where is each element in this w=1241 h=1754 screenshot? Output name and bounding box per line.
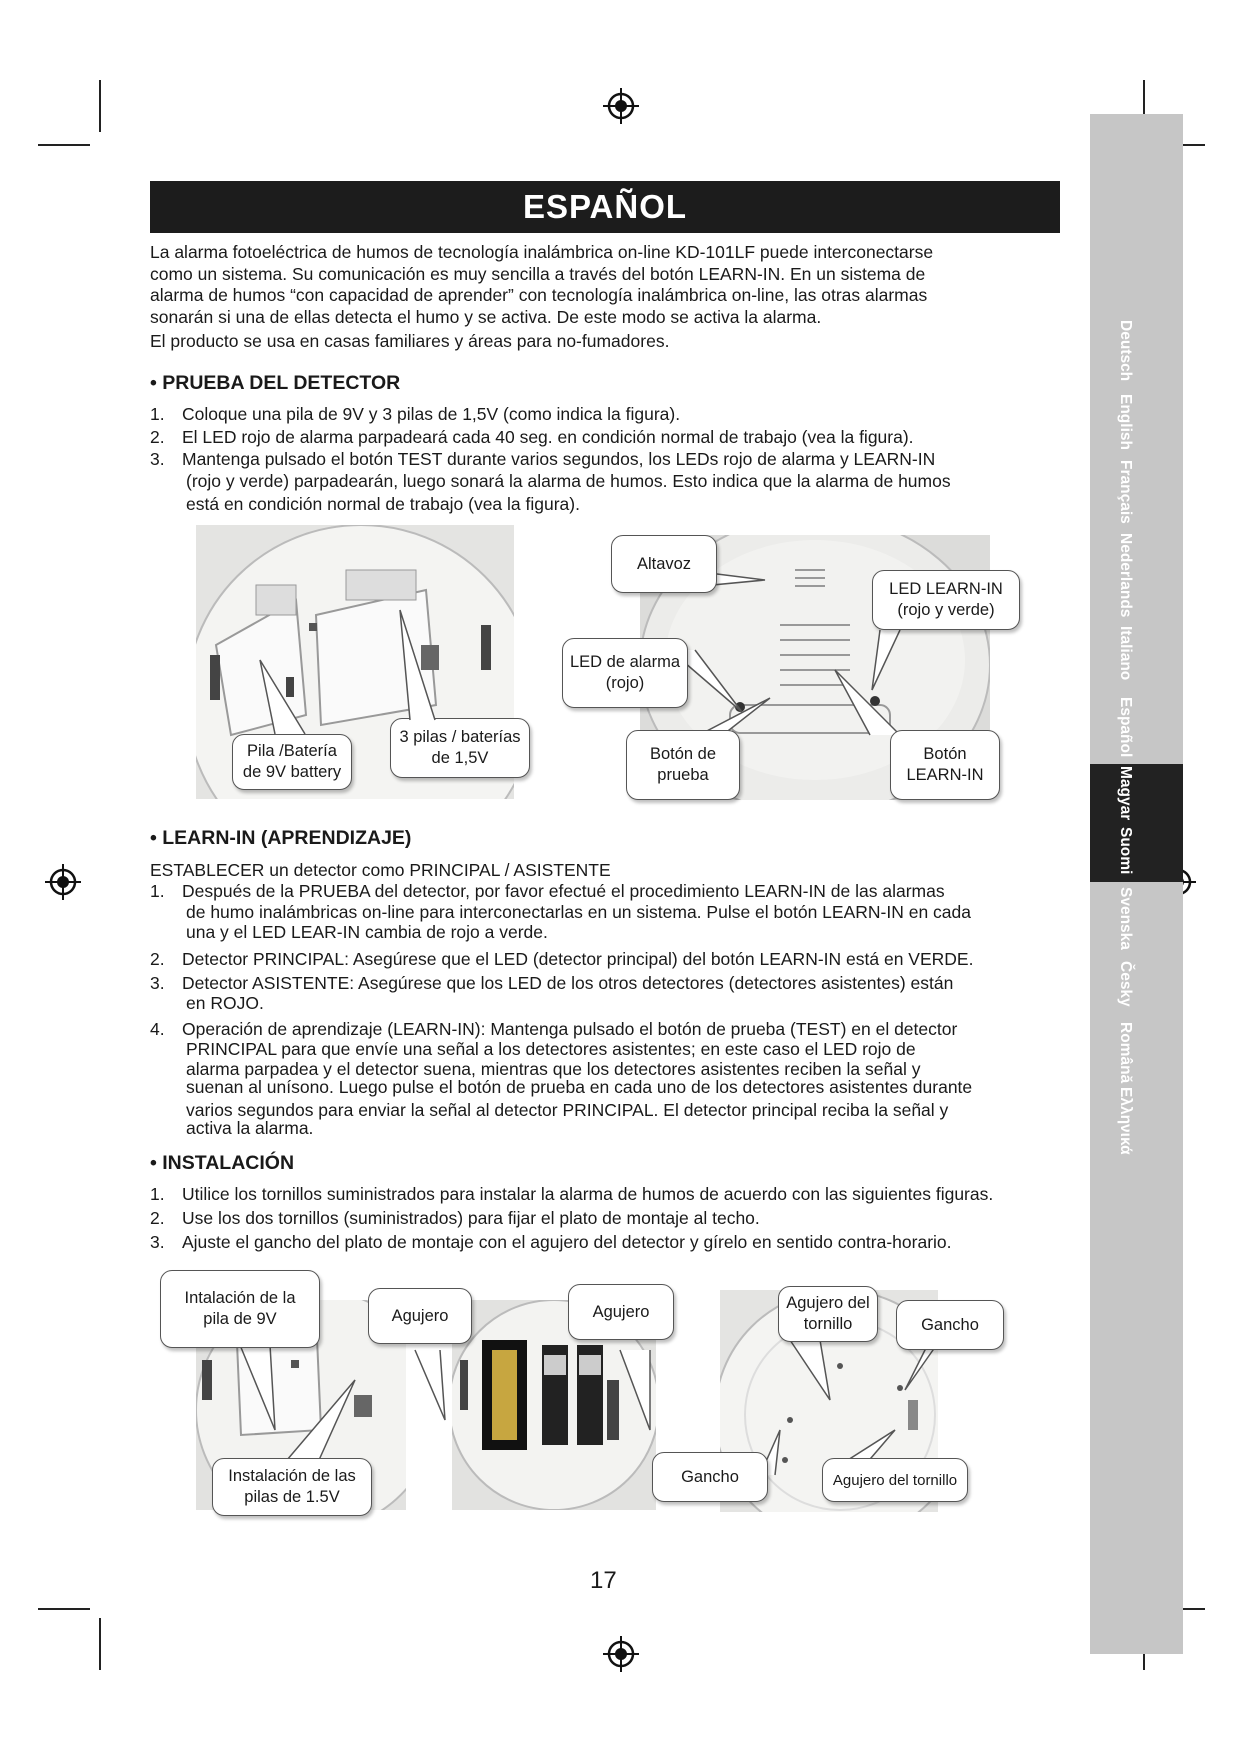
intro-line: La alarma fotoeléctrica de humos de tecnología inalámbrica on-line KD-101LF puede interconectarse (150, 242, 934, 262)
list-text: Detector ASISTENTE: Asegúrese que los LED de los otros detectores (detectores asistentes) están (182, 973, 954, 993)
registration-mark-icon (601, 1634, 641, 1674)
language-espanol[interactable]: Español (1117, 697, 1134, 758)
active-language-highlight (1090, 764, 1183, 882)
list-text: Detector PRINCIPAL: Asegúrese que el LED (detector principal) del botón LEARN-IN está en VERDE. (182, 949, 974, 969)
callout-install-9v: Intalación de la pila de 9V (160, 1270, 320, 1348)
intro-line: sonarán si una de ellas detecta el humo y se activa. De este modo se activa la alarma. (150, 307, 822, 327)
callout-learn-button: Botón LEARN-IN (890, 730, 1000, 800)
section-heading-learn: • LEARN-IN (APRENDIZAJE) (150, 827, 412, 849)
list-number: 2. (150, 949, 165, 969)
list-item-cont (186, 471, 951, 491)
list-item-cont: en ROJO. (186, 993, 264, 1013)
registration-mark-icon (43, 862, 83, 902)
callout-led-learn: LED LEARN-IN (rojo y verde) (872, 570, 1020, 630)
callout-hole-right: Agujero (568, 1284, 674, 1340)
list-number: 4. (150, 1019, 165, 1039)
language-greek[interactable]: Ελληνικά (1117, 1087, 1134, 1155)
page-number: 17 (590, 1567, 617, 1594)
callout-screw-hole-top: Agujero del tornillo (778, 1286, 878, 1342)
list-number: 3. (150, 973, 165, 993)
callout-test-button: Botón de prueba (626, 730, 740, 800)
list-text: Ajuste el gancho del plato de montaje con el agujero del detector y gírelo en sentido contra-horario. (182, 1232, 952, 1252)
section-heading-test: • PRUEBA DEL DETECTOR (150, 372, 401, 394)
language-italiano[interactable]: Italiano (1117, 626, 1134, 681)
section-heading-install: • INSTALACIÓN (150, 1152, 295, 1174)
language-cesky[interactable]: Česky (1117, 961, 1134, 1007)
list-text: Después de la PRUEBA del detector, por favor efectué el procedimiento LEARN-IN de las alarmas (182, 881, 945, 901)
intro-line: alarma de humos “con capacidad de aprender” con tecnología inalámbrica on-line, las otras alarmas (150, 285, 928, 305)
crop-mark (38, 144, 90, 146)
callout-led-alarm: LED de alarma (rojo) (562, 638, 688, 708)
language-deutsch[interactable]: Deutsch (1117, 320, 1134, 382)
callout-install-15v: Instalación de las pilas de 1.5V (212, 1458, 372, 1516)
list-item-cont: una y el LED LEAR-IN cambia de rojo a verde. (186, 922, 548, 942)
page-title: ESPAÑOL (150, 181, 1060, 233)
list-number: 3. (150, 1232, 165, 1252)
language-romana[interactable]: Română (1117, 1022, 1134, 1084)
list-number: 1. (150, 1184, 165, 1204)
callout-pointer (250, 600, 450, 740)
list-text: está en condición normal de trabajo (vea la figura). (186, 494, 580, 514)
language-magyar[interactable]: Magyar (1117, 766, 1134, 821)
callout-hook-top: Gancho (896, 1300, 1004, 1350)
list-item-cont: de humo inalámbricas on-line para interconectarlas en un sistema. Pulse el botón LEARN-IN en cada (186, 902, 972, 922)
list-item-cont: varios segundos para enviar la señal al detector PRINCIPAL. El detector principal reciba la señal y (186, 1100, 949, 1120)
callout-hole-left: Agujero (368, 1288, 472, 1344)
language-english[interactable]: English (1117, 394, 1134, 450)
callout-battery-15v: 3 pilas / baterías de 1,5V (390, 718, 530, 778)
language-sidebar (1090, 114, 1183, 1654)
language-suomi[interactable]: Suomi (1117, 827, 1134, 875)
list-number: 3. (150, 449, 165, 469)
list-number: 2. (150, 1208, 165, 1228)
list-text: Use los dos tornillos (suministrados) para fijar el plato de montaje al techo. (182, 1208, 760, 1228)
list-text: Utilice los tornillos suministrados para instalar la alarma de humos de acuerdo con las siguientes figuras. (182, 1184, 994, 1204)
list-number: 1. (150, 881, 165, 901)
list-item-cont: activa la alarma. (186, 1118, 314, 1138)
intro-line: como un sistema. Su comunicación es muy sencilla a través del botón LEARN-IN. En un sistema de (150, 264, 926, 284)
crop-mark (99, 80, 101, 132)
list-text: Coloque una pila de 9V y 3 pilas de 1,5V (como indica la figura). (182, 404, 681, 424)
callout-battery-9v: Pila /Batería de 9V battery (232, 734, 352, 790)
list-item-cont: PRINCIPAL para que envíe una señal a los detectores asistentes; en este caso el LED rojo de (186, 1039, 916, 1059)
intro-line: El producto se usa en casas familiares y áreas para no-fumadores. (150, 331, 670, 351)
language-nederlands[interactable]: Nederlands (1117, 533, 1134, 618)
language-svenska[interactable]: Svenska (1117, 887, 1134, 950)
list-item-cont: alarma parpadea y el detector suena, mientras que los detectores asistentes reciben la señal y (186, 1059, 921, 1079)
learn-subheading: ESTABLECER un detector como PRINCIPAL / ASISTENTE (150, 860, 611, 880)
callout-hook-bottom: Gancho (652, 1452, 768, 1502)
list-text: (rojo y verde) parpadearán, luego sonará la alarma de humos. Esto indica que la alarma de humos (186, 471, 951, 491)
list-number: 1. (150, 404, 165, 424)
crop-mark (99, 1618, 101, 1670)
language-francais[interactable]: Français (1117, 460, 1134, 524)
registration-mark-icon (601, 86, 641, 126)
callout-screw-hole-bottom: Agujero del tornillo (822, 1458, 968, 1502)
list-text: El LED rojo de alarma parpadeará cada 40 seg. en condición normal de trabajo (vea la figura). (182, 427, 914, 447)
callout-speaker: Altavoz (611, 535, 717, 593)
list-number: 2. (150, 427, 165, 447)
list-text: Operación de aprendizaje (LEARN-IN): Mantenga pulsado el botón de prueba (TEST) en el detector (182, 1019, 958, 1039)
list-item-cont (186, 494, 580, 514)
crop-mark (38, 1608, 90, 1610)
list-item-cont: suenan al unísono. Luego pulse el botón de prueba en cada uno de los detectores asistentes durante (186, 1077, 973, 1097)
list-text: Mantenga pulsado el botón TEST durante varios segundos, los LEDs rojo de alarma y LEARN-IN (182, 449, 936, 469)
